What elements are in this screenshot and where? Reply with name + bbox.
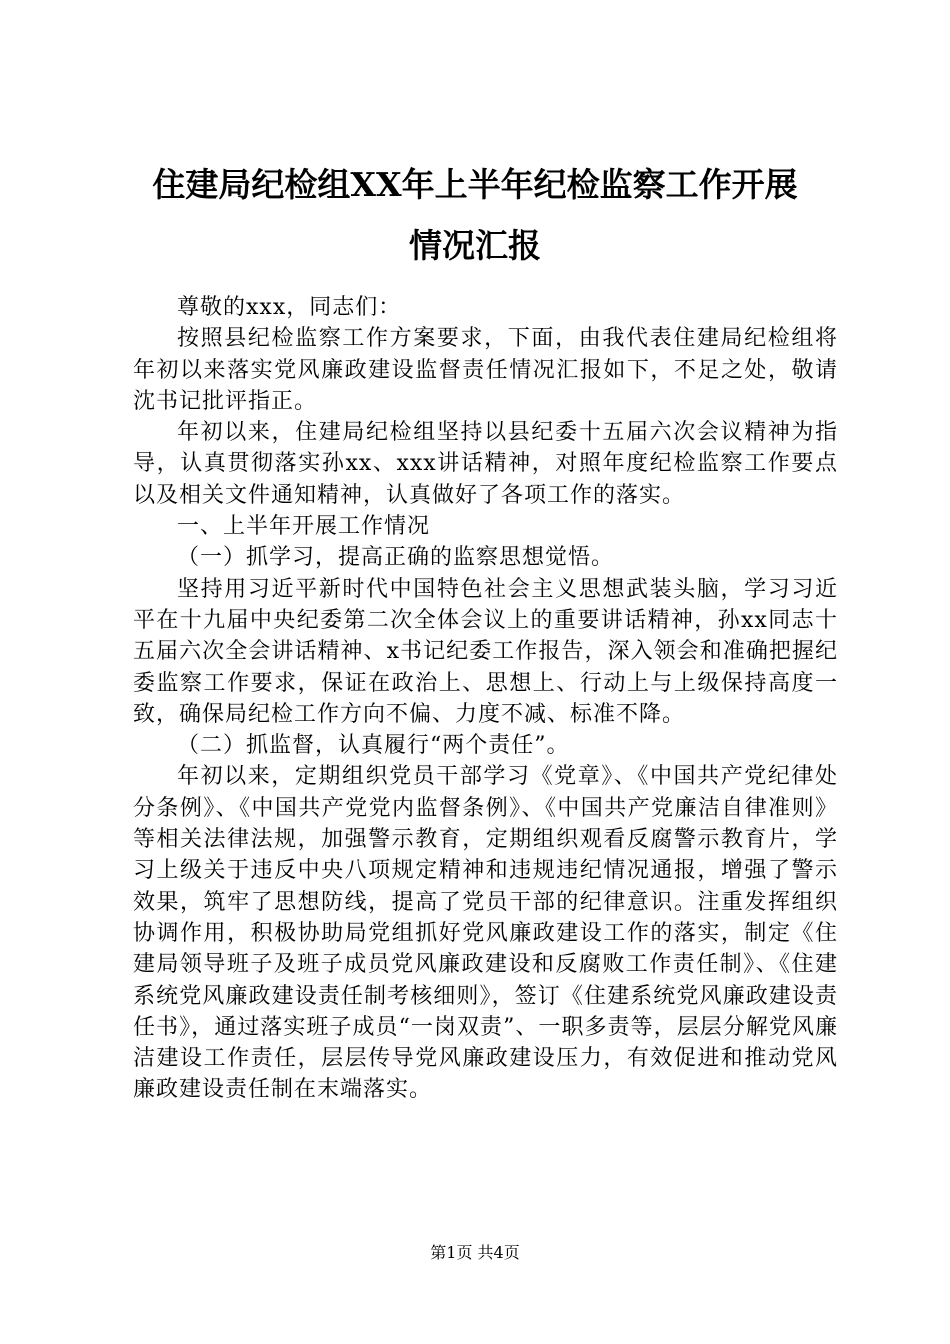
overview-paragraph: 年初以来，住建局纪检组坚持以县纪委十五届六次会议精神为指导，认真贯彻落实孙xx、xxx讲话精神，对照年度纪检监察工作要点以及相关文件通知精神，认真做好了各项工作的落实。 <box>133 420 838 508</box>
salutation: 尊敬的xxx，同志们： <box>177 295 402 320</box>
study-paragraph: 坚持用习近平新时代中国特色社会主义思想武装头脑，学习习近平在十九届中央纪委第二次全体会议上的重要讲话精神，孙xx同志十五届六次全会讲话精神、x书记纪委工作报告，深入领会和准确把握纪委监察工作要求，保证在政治上、思想上、行动上与上级保持高度一致，确保局纪检工作方向不偏、力度不减、标准不降。 <box>133 576 838 727</box>
document-body <box>133 292 838 1106</box>
document-title-line-2: 情况汇报 <box>409 226 541 265</box>
subsection-heading-2: （二）抓监督，认真履行“两个责任”。 <box>177 733 570 759</box>
supervision-paragraph: 年初以来，定期组织党员干部学习《党章》、《中国共产党纪律处分条例》、《中国共产党党内监督条例》、《中国共产党廉洁自律准则》等相关法律法规，加强警示教育，定期组织观看反腐警示教育片，学习上级关于违反中央八项规定精神和违规违纪情况通报，增强了警示效果，筑牢了思想防线，提高了党员干部的纪律意识。注重发挥组织协调作用，积极协助局党组抓好党风廉政建设工作的落实，制定《住建局领导班子及班子成员党风廉政建设和反腐败工作责任制》、《住建系统党风廉政建设责任制考核细则》，签订《住建系统党风廉政建设责任书》，通过落实班子成员“一岗双责”、一职多责等，层层分解党风廉洁建设工作责任，层层传导党风廉政建设压力，有效促进和推动党风廉政建设责任制在末端落实。 <box>133 764 838 1103</box>
intro-paragraph: 按照县纪检监察工作方案要求，下面，由我代表住建局纪检组将年初以来落实党风廉政建设监督责任情况汇报如下，不足之处，敬请沈书记批评指正。 <box>133 326 838 414</box>
document-title-line-1: 住建局纪检组XX年上半年纪检监察工作开展 <box>152 165 798 204</box>
subsection-heading-1: （一）抓学习，提高正确的监察思想觉悟。 <box>177 545 615 571</box>
section-heading-1: 一、上半年开展工作情况 <box>177 514 431 540</box>
page-footer: 第1页 共4页 <box>430 1243 520 1262</box>
